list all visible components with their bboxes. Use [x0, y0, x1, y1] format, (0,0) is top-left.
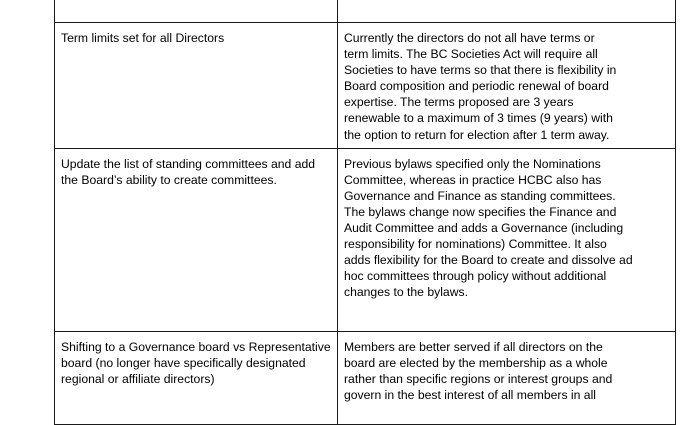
rationale-cell: [338, 23, 676, 149]
change-cell: [55, 0, 338, 23]
change-text: Update the list of standing committees and add the Board’s ability to create committees.: [61, 156, 316, 187]
change-cell: [55, 331, 338, 424]
rationale-text: Previous bylaws specified only the Nominations Committee, whereas in practice HCBC also has Governance and Finance as standing committees. The bylaws change now specifies the Finance and Audit Committee and adds a Governance (including responsibility for nominations) Committee. It also adds flexibility for the Board to create and dissolve ad hoc committees through policy without additional changes to the bylaws.: [344, 156, 633, 300]
change-cell: [55, 23, 338, 149]
change-text: Term limits set for all Directors: [61, 31, 225, 45]
bylaw-changes-table-container: [54, 0, 674, 425]
rationale-text: Currently the directors do not all have terms or term limits. The BC Societies Act will require all Societies to have terms so that there is flexibility in Board composition and periodic renewal of board expertise. The terms proposed are 3 years renewable to a maximum of 3 times (9 years) with the option to return for election after 1 term away.: [344, 31, 617, 142]
table-row: [55, 148, 676, 331]
change-cell: [55, 148, 338, 331]
rationale-cell: [338, 148, 676, 331]
rationale-cell: [338, 331, 676, 424]
rationale-text: Members are better served if all directors on the board are elected by the membership as a whole rather than specific regions or interest groups and govern in the best interest of all members in all: [344, 339, 613, 402]
change-text: Shifting to a Governance board vs Representative board (no longer have specifically designated regional or affiliate directors): [61, 339, 331, 386]
bylaw-changes-table: [54, 0, 676, 425]
table-row: [55, 331, 676, 424]
rationale-cell: [338, 0, 676, 23]
table-row: [55, 23, 676, 149]
table-row: [55, 0, 676, 23]
